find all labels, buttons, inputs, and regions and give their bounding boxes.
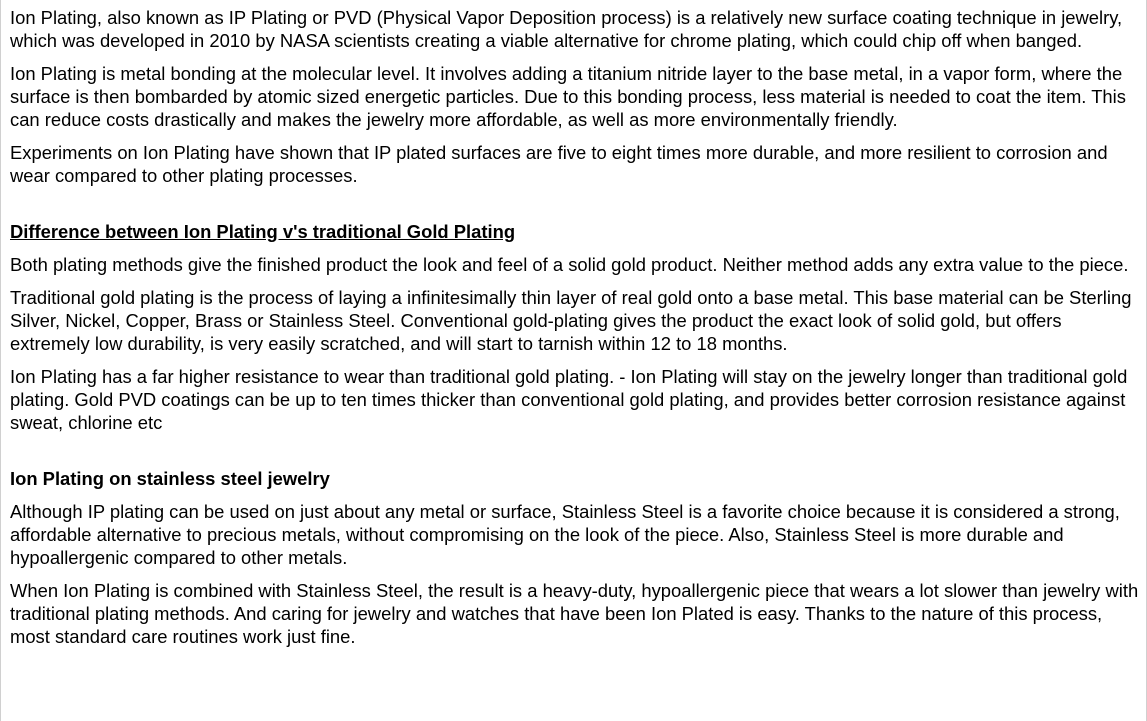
document-body[interactable] xyxy=(10,6,1144,658)
difference-paragraph-2[interactable]: Traditional gold plating is the process of laying a infinitesimally thin layer of real gold onto a base metal. This base material can be Sterling Silver, Nickel, Copper, Brass or Stainless Steel. Conventional gold-plating gives the product the exact look of solid gold, but offers extremely low durability, is very easily scratched, and will start to tarnish within 12 to 18 months. xyxy=(10,287,1132,354)
intro-paragraph-2[interactable]: Ion Plating is metal bonding at the molecular level. It involves adding a titanium nitride layer to the base metal, in a vapor form, where the surface is then bombarded by atomic sized energetic particles. Due to this bonding process, less material is needed to coat the item. This can reduce costs drastically and makes the jewelry more affordable, as well as more environmentally friendly. xyxy=(10,63,1126,130)
difference-paragraph-3[interactable]: Ion Plating has a far higher resistance to wear than traditional gold plating. - Ion Plating will stay on the jewelry longer than traditional gold plating. Gold PVD coatings can be up to ten times thicker than conventional gold plating, and provides better corrosion resistance against sweat, chlorine etc xyxy=(10,366,1128,433)
stainless-paragraph-2[interactable]: When Ion Plating is combined with Stainless Steel, the result is a heavy-duty, hypoallergenic piece that wears a lot slower than jewelry with traditional plating methods. And caring for jewelry and watches that have been Ion Plated is easy. Thanks to the nature of this process, most standard care routines work just fine. xyxy=(10,580,1139,647)
intro-paragraph-3[interactable]: Experiments on Ion Plating have shown that IP plated surfaces are five to eight times more durable, and more resilient to corrosion and wear compared to other plating processes. xyxy=(10,142,1108,186)
heading-difference[interactable]: Difference between Ion Plating v's traditional Gold Plating xyxy=(10,221,516,242)
intro-paragraph-1[interactable]: Ion Plating, also known as IP Plating or PVD (Physical Vapor Deposition process) is a relatively new surface coating technique in jewelry, which was developed in 2010 by NASA scientists creating a viable alternative for chrome plating, which could chip off when banged. xyxy=(10,7,1123,51)
heading-stainless[interactable]: Ion Plating on stainless steel jewelry xyxy=(10,468,330,489)
stainless-paragraph-1[interactable]: Although IP plating can be used on just about any metal or surface, Stainless Steel is a favorite choice because it is considered a strong, affordable alternative to precious metals, without compromising on the look of the piece. Also, Stainless Steel is more durable and hypoallergenic compared to other metals. xyxy=(10,501,1120,568)
difference-paragraph-1[interactable]: Both plating methods give the finished product the look and feel of a solid gold product. Neither method adds any extra value to the piece. xyxy=(10,254,1129,275)
